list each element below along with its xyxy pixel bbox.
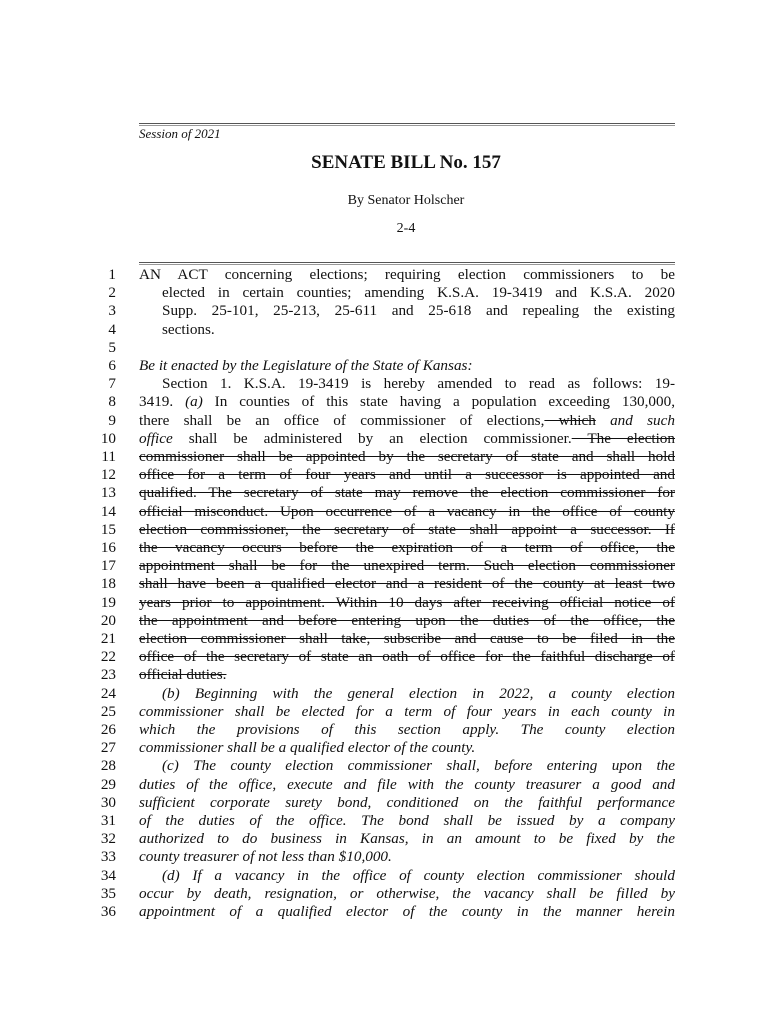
line-number: 21 — [100, 630, 116, 647]
line-number: 12 — [100, 466, 116, 484]
struck-text: the vacancy occurs before the expiration of a term of office, the — [139, 539, 675, 556]
bill-text-line — [139, 594, 675, 612]
bill-text-line — [162, 284, 675, 302]
line-number: 18 — [100, 575, 116, 593]
bill-text-line — [139, 885, 675, 903]
line-number: 35 — [100, 884, 116, 902]
bill-text-line — [139, 430, 675, 448]
line-number: 4 — [108, 320, 116, 338]
text-segment: AN ACT concerning elections; requiring election commissioners to be — [139, 266, 675, 283]
line-number: 5 — [108, 338, 116, 356]
bill-text-line — [139, 794, 675, 812]
bill-text-line — [139, 721, 675, 739]
line-number: 30 — [100, 793, 116, 811]
struck-text: The election — [571, 429, 675, 447]
bill-text-line — [139, 703, 675, 721]
bill-text-line — [139, 266, 675, 284]
line-number: 3 — [108, 302, 116, 320]
bill-text-line — [139, 412, 675, 430]
text-segment: sections. — [162, 320, 215, 338]
struck-text: office for a term of four years and until a successor is appointed and — [139, 466, 675, 484]
inserted-text: sufficient corporate surety bond, conditioned on the faithful performance — [139, 793, 675, 811]
bill-text-line — [139, 557, 675, 575]
inserted-text: of the duties of the office. The bond shall be issued by a company — [139, 812, 675, 829]
inserted-text: appointment of a qualified elector of the county in the manner herein — [139, 903, 675, 920]
line-number: 16 — [100, 539, 116, 556]
bill-text-line — [162, 302, 675, 320]
line-number: 19 — [100, 593, 116, 611]
bill-text-line — [139, 357, 675, 375]
line-number: 29 — [100, 775, 116, 793]
struck-text: office of the secretary of state an oath of office for the faithful discharge of — [139, 648, 675, 666]
struck-text: the appointment and before entering upon the duties of the office, the — [139, 611, 675, 629]
bill-title: SENATE BILL No. 157 — [311, 152, 501, 173]
bill-date: 2-4 — [396, 221, 416, 236]
inserted-text: (a) — [185, 393, 203, 411]
line-number: 34 — [100, 866, 116, 884]
inserted-text: (b) Beginning with the general election in 2022, a county election — [162, 684, 675, 702]
line-number: 28 — [100, 757, 116, 775]
bill-text-line — [139, 848, 675, 866]
line-number: 10 — [100, 429, 116, 447]
bill-text-line — [139, 903, 675, 921]
text-segment: elected in certain counties; amending K.S.A. 19-3419 and K.S.A. 2020 — [162, 284, 675, 302]
inserted-text: duties of the office, execute and file with the county treasurer a good and — [139, 775, 675, 793]
bill-text-line — [162, 321, 675, 339]
line-number: 31 — [100, 812, 116, 829]
bill-text-line — [162, 757, 675, 775]
bill-text-line — [139, 612, 675, 630]
bill-text-line — [162, 375, 675, 393]
line-number: 22 — [100, 648, 116, 666]
bill-text-line — [139, 648, 675, 666]
text-segment: In counties of this state having a population exceeding 130,000, — [202, 393, 676, 411]
line-number: 23 — [100, 666, 116, 684]
inserted-text: and such — [595, 411, 675, 429]
header-rule-bottom — [139, 262, 675, 265]
line-number: 17 — [100, 557, 116, 575]
line-number: 13 — [100, 484, 116, 502]
bill-text-line — [139, 630, 675, 648]
inserted-text: county treasurer of not less than $10,000. — [139, 848, 392, 866]
text-segment: there shall be an office of commissioner of elections, — [139, 411, 545, 429]
text-segment: Supp. 25-101, 25-213, 25-611 and 25-618 and repealing the existing — [162, 302, 675, 320]
text-segment: shall be administered by an election commissioner. — [172, 429, 572, 447]
bill-text-line — [139, 739, 675, 757]
struck-text: shall have been a qualified elector and a resident of the county at least two — [139, 575, 675, 593]
text-segment: 3419. — [139, 393, 186, 411]
bill-text-line — [139, 539, 675, 557]
bill-text-line — [139, 666, 675, 684]
line-number: 14 — [100, 502, 116, 520]
inserted-text: commissioner shall be elected for a term of four years in each county in — [139, 702, 675, 720]
inserted-text: (c) The county election commissioner shall, before entering upon the — [162, 757, 675, 775]
line-number: 15 — [100, 520, 116, 538]
line-number: 1 — [108, 266, 116, 283]
line-number: 24 — [100, 684, 116, 702]
line-number: 25 — [100, 702, 116, 720]
struck-text: official duties. — [139, 666, 227, 684]
bill-text-line — [139, 812, 675, 830]
bill-text-line — [139, 503, 675, 521]
struck-text: years prior to appointment. Within 10 days after receiving official notice of — [139, 593, 675, 611]
line-number: 8 — [108, 393, 116, 411]
bill-text-line — [139, 776, 675, 794]
struck-text: election commissioner, the secretary of state shall appoint a successor. If — [139, 520, 675, 538]
line-number: 11 — [101, 448, 116, 465]
bill-text-line — [139, 521, 675, 539]
line-number: 27 — [100, 739, 116, 757]
line-number: 20 — [100, 611, 116, 629]
line-number: 6 — [108, 357, 116, 374]
inserted-text: office — [139, 429, 173, 447]
bill-text-line — [139, 484, 675, 502]
session-label: Session of 2021 — [139, 126, 221, 141]
bill-text-line — [139, 830, 675, 848]
struck-text: appointment shall be for the unexpired term. Such election commissioner — [139, 557, 675, 575]
bill-text-line — [139, 575, 675, 593]
bill-text-line — [139, 393, 675, 411]
struck-text: election commissioner shall take, subscribe and cause to be filed in the — [139, 630, 675, 647]
line-number: 33 — [100, 848, 116, 866]
inserted-text: authorized to do business in Kansas, in an amount to be fixed by the — [139, 830, 675, 848]
inserted-text: which the provisions of this section apply. The county election — [139, 721, 675, 738]
line-number: 26 — [100, 721, 116, 738]
struck-text: official misconduct. Upon occurrence of a vacancy in the office of county — [139, 502, 675, 520]
bill-text-line — [139, 448, 675, 466]
line-number: 32 — [100, 830, 116, 848]
inserted-text: commissioner shall be a qualified elector of the county. — [139, 739, 476, 757]
bill-text-line — [162, 685, 675, 703]
inserted-text: (d) If a vacancy in the office of county election commissioner should — [162, 866, 675, 884]
inserted-text: occur by death, resignation, or otherwise, the vacancy shall be filled by — [139, 884, 675, 902]
struck-text: which — [544, 411, 596, 429]
line-number: 7 — [108, 375, 116, 393]
text-segment: Section 1. K.S.A. 19-3419 is hereby amended to read as follows: 19- — [162, 375, 675, 393]
struck-text: commissioner shall be appointed by the secretary of state and shall hold — [139, 448, 675, 465]
bill-text-line — [139, 466, 675, 484]
line-number: 36 — [100, 903, 116, 920]
line-number: 9 — [108, 411, 116, 429]
bill-sponsor: By Senator Holscher — [347, 193, 465, 208]
bill-text-line — [162, 867, 675, 885]
struck-text: qualified. The secretary of state may remove the election commissioner for — [139, 484, 675, 502]
line-number: 2 — [108, 284, 116, 302]
inserted-text: Be it enacted by the Legislature of the State of Kansas: — [139, 357, 473, 374]
